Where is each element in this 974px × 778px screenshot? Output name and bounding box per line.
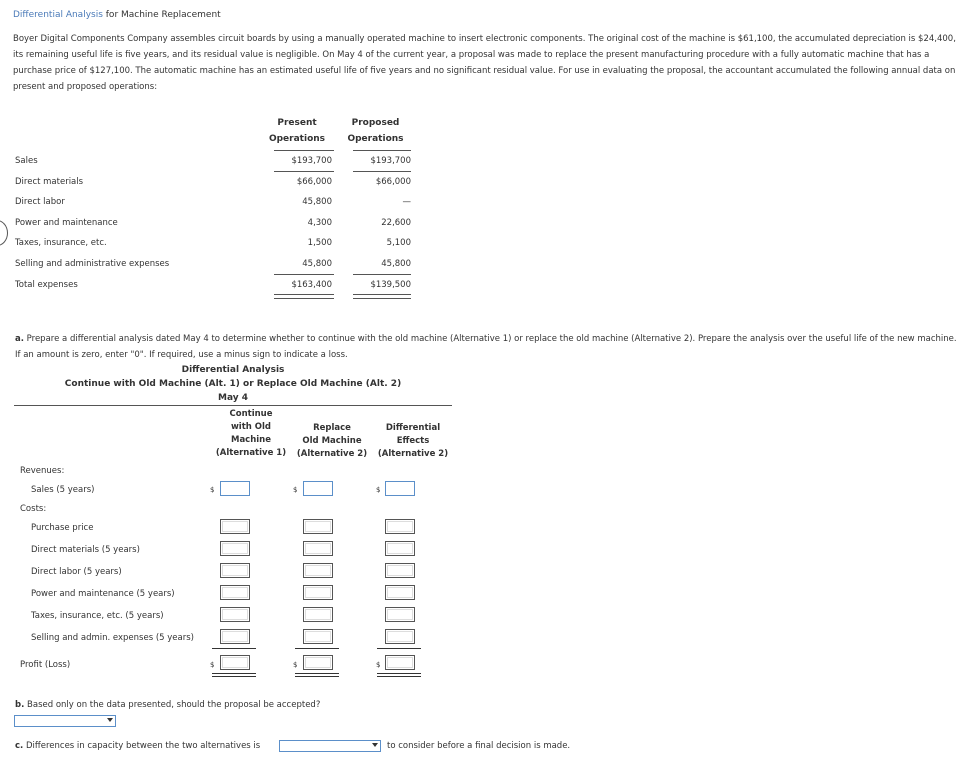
- ops-proposed-value: —: [402, 197, 411, 207]
- analysis-title-rule: [14, 405, 452, 406]
- col-alt1-line: Continue: [229, 409, 273, 419]
- total-underline: [295, 676, 339, 677]
- direct-materials-alt1-input[interactable]: [220, 541, 250, 556]
- direct-materials-alt2-input[interactable]: [303, 541, 333, 556]
- currency-sign: $: [293, 486, 298, 494]
- ops-row-label: Total expenses: [15, 280, 78, 290]
- direct-labor-diff-input[interactable]: [385, 563, 415, 578]
- col-alt2-line: Replace: [313, 423, 351, 433]
- ops-proposed-value: 5,100: [386, 238, 411, 248]
- purchase-price-alt1-input[interactable]: [220, 519, 250, 534]
- total-underline: [295, 673, 339, 674]
- currency-sign: $: [376, 486, 381, 494]
- page-title: [13, 10, 221, 20]
- ops-proposed-value: 45,800: [381, 259, 411, 269]
- selling-admin-alt1-input[interactable]: [220, 629, 250, 644]
- currency-sign: $: [376, 661, 381, 669]
- title-suffix: for Machine Replacement: [102, 10, 221, 20]
- subtotal-rule: [274, 274, 334, 275]
- ops-proposed-value: 22,600: [381, 218, 411, 228]
- ops-proposed-value: $139,500: [370, 280, 411, 290]
- col-alt1-header: [208, 408, 294, 460]
- subtotal-underline: [212, 648, 256, 649]
- col-diff-line: Differential: [385, 423, 441, 433]
- cost-item-label: Direct labor (5 years): [31, 567, 122, 577]
- col-alt2-line: Old Machine: [302, 436, 362, 446]
- sales-rule: [274, 171, 334, 172]
- part-a-letter: a.: [15, 334, 24, 344]
- profit-alt2-input[interactable]: [303, 655, 333, 670]
- analysis-date: May 4: [217, 393, 248, 403]
- col-diff-line: (Alternative 2): [377, 449, 449, 459]
- total-underline: [377, 673, 421, 674]
- ops-row-label: Selling and administrative expenses: [15, 259, 170, 269]
- total-underline: [377, 676, 421, 677]
- col-alt1-line: with Old: [230, 422, 272, 432]
- cost-item-label: Taxes, insurance, etc. (5 years): [31, 611, 164, 621]
- ops-present-value: $163,400: [291, 280, 332, 290]
- cost-item-label: Direct materials (5 years): [31, 545, 140, 555]
- ops-present-value: $193,700: [291, 156, 332, 166]
- taxes-insurance-diff-input[interactable]: [385, 607, 415, 622]
- purchase-price-diff-input[interactable]: [385, 519, 415, 534]
- sales-label: Sales (5 years): [31, 485, 95, 495]
- power-maintenance-alt2-input[interactable]: [303, 585, 333, 600]
- purchase-price-alt2-input[interactable]: [303, 519, 333, 534]
- part-c-letter: c.: [15, 741, 24, 751]
- ops-present-value: 45,800: [302, 259, 332, 269]
- costs-label: Costs:: [20, 504, 47, 514]
- present-header-2: Operations: [268, 134, 326, 144]
- problem-intro: Boyer Digital Components Company assembles circuit boards by using a manually operated machine to insert electronic components. The original cost of the machine is $61,100, the accumulated depreciation is $24,400, its remaining useful life is five years, and its residual value is negligible. On May 4 of the current year, a proposal was made to replace the present manufacturing procedure with a fully automatic machine that has a purchase price of $127,100. The automatic machine has an estimated useful life of five years and no significant residual value. For use in evaluating the proposal, the accountant accumulated the following annual data on present and proposed operations:: [13, 34, 956, 92]
- taxes-insurance-alt2-input[interactable]: [303, 607, 333, 622]
- analysis-title: Differential Analysis: [181, 365, 285, 375]
- profit-loss-label: Profit (Loss): [20, 660, 71, 670]
- ops-row-label: Direct labor: [15, 197, 65, 207]
- currency-sign: $: [210, 486, 215, 494]
- proposal-accepted-select[interactable]: [14, 715, 116, 727]
- subtotal-underline: [295, 648, 339, 649]
- selling-admin-alt2-input[interactable]: [303, 629, 333, 644]
- part-c-question: [15, 741, 260, 751]
- part-b-text: Based only on the data presented, should the proposal be accepted?: [24, 700, 321, 710]
- ops-row-label: Power and maintenance: [15, 218, 118, 228]
- total-underline: [212, 673, 256, 674]
- sales-alt1-input[interactable]: [220, 481, 250, 496]
- part-c-trailing-text: to consider before a final decision is made.: [387, 741, 571, 751]
- selling-admin-diff-input[interactable]: [385, 629, 415, 644]
- proposed-header-1: Proposed: [351, 118, 400, 128]
- profit-diff-input[interactable]: [385, 655, 415, 670]
- currency-sign: $: [293, 661, 298, 669]
- chevron-down-icon: [107, 718, 113, 722]
- sales-alt2-input[interactable]: [303, 481, 333, 496]
- title-highlight: Differential Analysis: [13, 10, 103, 20]
- col-alt1-line: (Alternative 1): [215, 448, 287, 458]
- part-b-letter: b.: [15, 700, 25, 710]
- power-maintenance-diff-input[interactable]: [385, 585, 415, 600]
- part-a-instructions: [15, 331, 960, 363]
- part-a-text: Prepare a differential analysis dated May 4 to determine whether to continue with the old machine (Alternative 1) or replace the old machine (Alternative 2). Prepare the analysis over the useful life of the new machine. If an amount is zero, enter "0". If required, use a minus sign to indicate a loss.: [15, 334, 957, 360]
- currency-sign: $: [210, 661, 215, 669]
- subtotal-underline: [377, 648, 421, 649]
- ops-present-value: 45,800: [302, 197, 332, 207]
- direct-labor-alt1-input[interactable]: [220, 563, 250, 578]
- cost-item-label: Power and maintenance (5 years): [31, 589, 175, 599]
- direct-materials-diff-input[interactable]: [385, 541, 415, 556]
- present-header-1: Present: [277, 118, 317, 128]
- col-alt1-line: Machine: [230, 435, 271, 445]
- direct-labor-alt2-input[interactable]: [303, 563, 333, 578]
- total-underline: [212, 676, 256, 677]
- profit-alt1-input[interactable]: [220, 655, 250, 670]
- col-diff-header: [370, 422, 456, 461]
- col-alt2-line: (Alternative 2): [296, 449, 368, 459]
- col-alt2-header: [292, 422, 372, 461]
- ops-row-label: Sales: [15, 156, 38, 166]
- chevron-down-icon: [372, 743, 378, 747]
- proposed-header-rule: [353, 150, 411, 151]
- part-c-text: Differences in capacity between the two alternatives is: [23, 741, 261, 751]
- ops-row-label: Taxes, insurance, etc.: [15, 238, 107, 248]
- total-double-rule: [353, 294, 411, 299]
- subtotal-rule: [353, 274, 411, 275]
- present-header-rule: [274, 150, 334, 151]
- power-maintenance-alt1-input[interactable]: [220, 585, 250, 600]
- ops-present-value: $66,000: [296, 177, 332, 187]
- ops-row-label: Direct materials: [15, 177, 84, 187]
- taxes-insurance-alt1-input[interactable]: [220, 607, 250, 622]
- revenues-label: Revenues:: [20, 466, 65, 476]
- col-diff-line: Effects: [396, 436, 430, 446]
- ops-present-value: 4,300: [307, 218, 332, 228]
- cost-item-label: Purchase price: [31, 523, 94, 533]
- sales-diff-input[interactable]: [385, 481, 415, 496]
- analysis-subtitle: Continue with Old Machine (Alt. 1) or Replace Old Machine (Alt. 2): [64, 379, 402, 389]
- ops-proposed-value: $66,000: [375, 177, 411, 187]
- ops-present-value: 1,500: [307, 238, 332, 248]
- side-arc-decoration: [0, 220, 8, 246]
- ops-proposed-value: $193,700: [370, 156, 411, 166]
- cost-item-label: Selling and admin. expenses (5 years): [31, 633, 194, 643]
- capacity-factor-select[interactable]: [279, 740, 381, 752]
- part-b-question: [15, 700, 320, 710]
- total-double-rule: [274, 294, 334, 299]
- sales-rule: [353, 171, 411, 172]
- proposed-header-2: Operations: [347, 134, 404, 144]
